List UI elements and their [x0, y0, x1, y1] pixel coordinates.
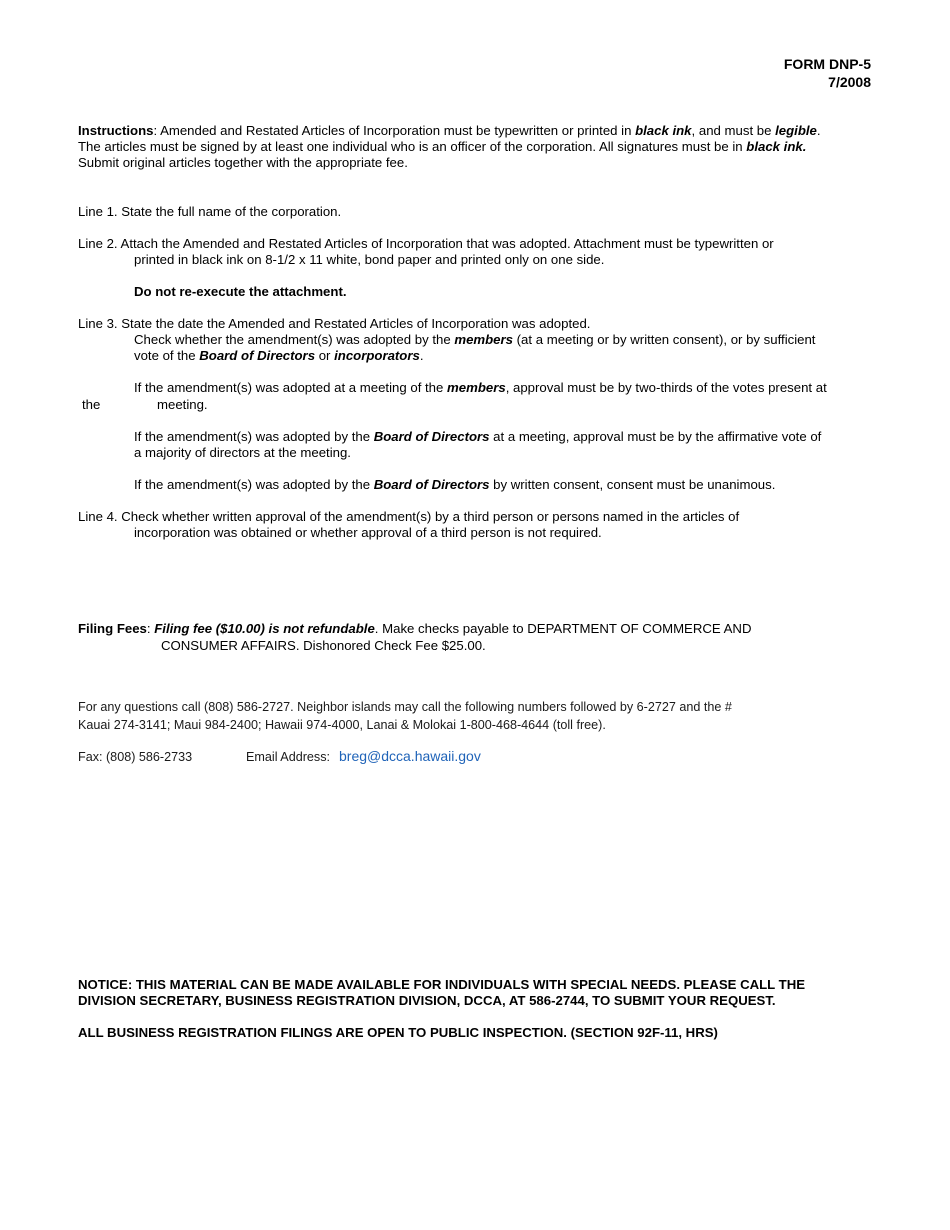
instructions-line-3: Submit original articles together with the appropriate fee.: [78, 155, 408, 170]
line-4-cont: incorporation was obtained or whether approval of a third person is not required.: [134, 525, 602, 540]
fax-number: Fax: (808) 586-2733: [78, 750, 193, 764]
filing-fees: Filing Fees: Filing fee ($10.00) is not refundable. Make checks payable to DEPARTMENT OF COMMERCE AND: [78, 621, 752, 636]
line-2: Line 2. Attach the Amended and Restated Articles of Incorporation that was adopted. Attachment must be typewritten or: [78, 236, 774, 251]
instructions-line-1: Instructions: Amended and Restated Articles of Incorporation must be typewritten or printed in black ink, and must be legible.: [78, 123, 821, 138]
contact-line-2: Kauai 274-3141; Maui 984-2400; Hawaii 974-4000, Lanai & Molokai 1-800-468-4644 (toll free).: [78, 718, 606, 732]
line-3-p2: If the amendment(s) was adopted by the Board of Directors at a meeting, approval must be by the affirmative vote of: [134, 429, 822, 444]
filing-fees-cont: CONSUMER AFFAIRS. Dishonored Check Fee $25.00.: [161, 638, 486, 653]
notice-line-2: DIVISION SECRETARY, BUSINESS REGISTRATION DIVISION, DCCA, AT 586-2744, TO SUBMIT YOUR REQUEST.: [78, 993, 776, 1008]
email-label: Email Address:: [246, 750, 330, 764]
instructions-label: Instructions: [78, 123, 154, 138]
notice-line-1: NOTICE: THIS MATERIAL CAN BE MADE AVAILABLE FOR INDIVIDUALS WITH SPECIAL NEEDS. PLEASE CALL THE: [78, 977, 806, 992]
form-date: 7/2008: [828, 74, 871, 90]
line-3-p1-meeting: meeting.: [157, 397, 208, 412]
line-3-p1: If the amendment(s) was adopted at a meeting of the members, approval must be by two-thirds of the votes present at: [134, 380, 827, 395]
line-3: Line 3. State the date the Amended and Restated Articles of Incorporation was adopted.: [78, 316, 591, 331]
form-id: FORM DNP-5: [783, 56, 871, 72]
line-3-p1-the: the: [82, 397, 101, 412]
email-link[interactable]: breg@dcca.hawaii.gov: [339, 748, 481, 764]
line-2-cont: printed in black ink on 8-1/2 x 11 white, bond paper and printed only on one side.: [134, 252, 605, 267]
line-3-p2-cont: a majority of directors at the meeting.: [134, 445, 351, 460]
contact-line-1: For any questions call (808) 586-2727. Neighbor islands may call the following numbers followed by 6-2727 and the #: [78, 700, 732, 714]
public-inspection-notice: ALL BUSINESS REGISTRATION FILINGS ARE OPEN TO PUBLIC INSPECTION. (SECTION 92F-11, HRS): [78, 1025, 718, 1040]
instructions-line-2: The articles must be signed by at least one individual who is an officer of the corporation. All signatures must be in black ink.: [78, 139, 807, 154]
line-3-b: Check whether the amendment(s) was adopted by the members (at a meeting or by written consent), or by sufficient: [134, 332, 816, 347]
line-4: Line 4. Check whether written approval of the amendment(s) by a third person or persons named in the articles of: [78, 509, 740, 524]
line-3-p3: If the amendment(s) was adopted by the Board of Directors by written consent, consent must be unanimous.: [134, 477, 776, 492]
line-2-note: Do not re-execute the attachment.: [134, 284, 347, 299]
line-1: Line 1. State the full name of the corporation.: [78, 204, 342, 219]
filing-fees-label: Filing Fees: [78, 621, 147, 636]
line-3-c: vote of the Board of Directors or incorporators.: [134, 348, 424, 363]
